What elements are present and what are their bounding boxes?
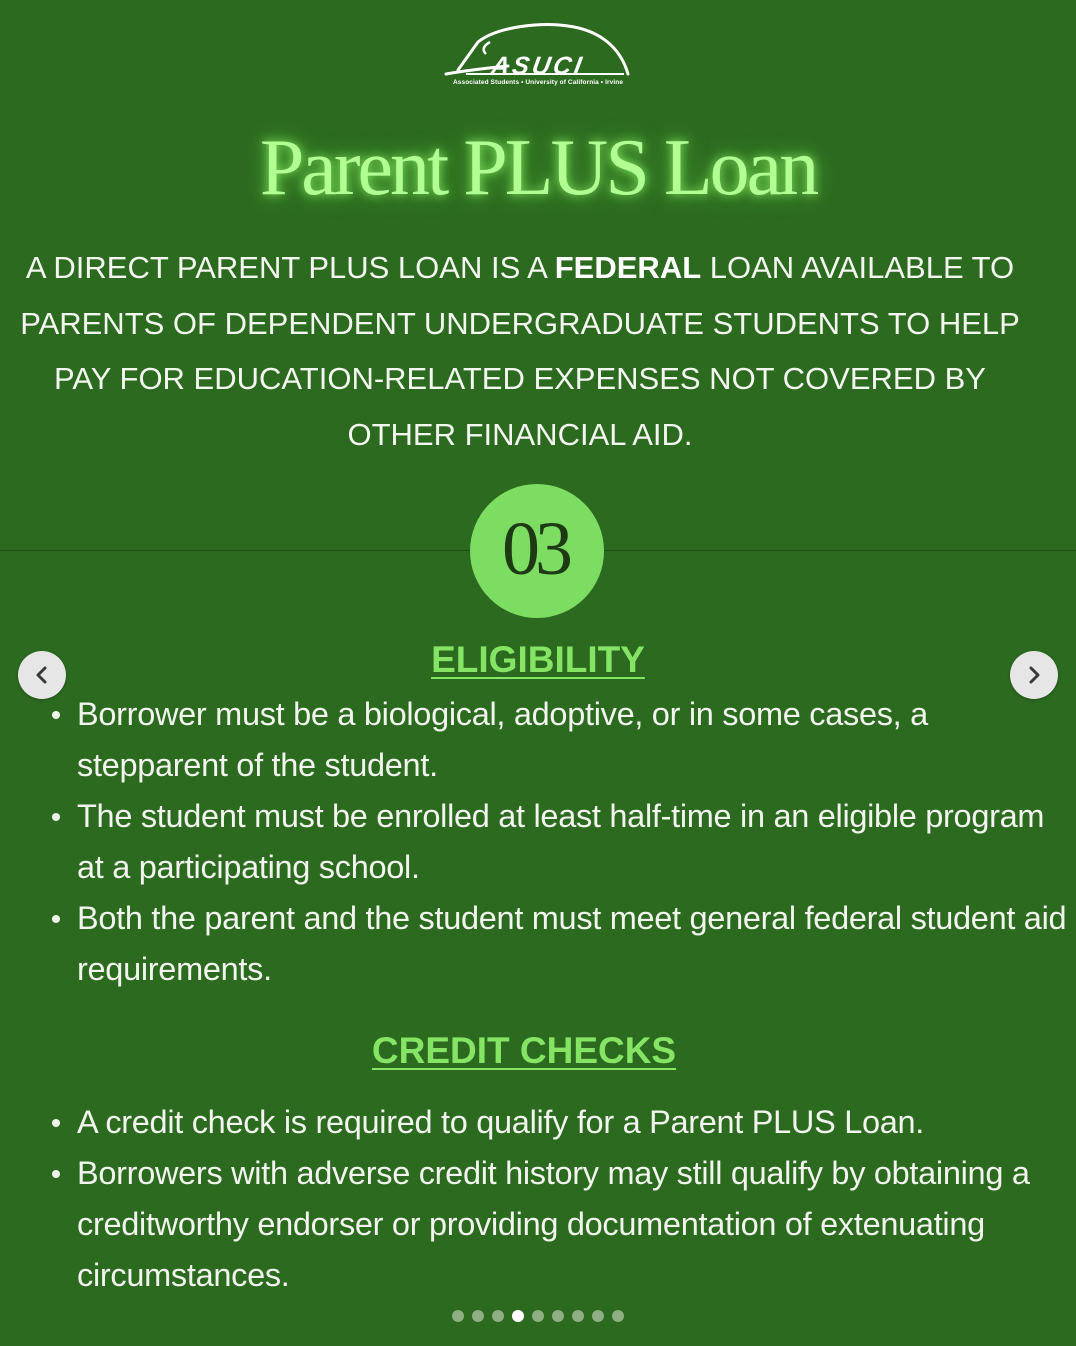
list-item <box>42 1097 1076 1148</box>
bullet-dot-icon <box>52 1170 60 1178</box>
pagination-dot[interactable] <box>512 1310 524 1322</box>
previous-slide-button[interactable] <box>18 651 66 699</box>
next-slide-button[interactable] <box>1010 651 1058 699</box>
list-item-text: Borrowers with adverse credit history may still qualify by obtaining a creditworthy endorser or providing documentation of extenuating circumstances. <box>77 1155 1030 1293</box>
chevron-right-icon <box>1022 663 1046 687</box>
eligibility-heading: ELIGIBILITY <box>431 639 645 680</box>
pagination-dot[interactable] <box>532 1310 544 1322</box>
list-item <box>42 893 1076 995</box>
step-number-badge <box>470 484 604 618</box>
step-number: 03 <box>502 506 568 591</box>
pagination-dot[interactable] <box>472 1310 484 1322</box>
logo-subtitle: Associated Students • University of California • Irvine <box>452 79 624 86</box>
asuci-logo <box>438 20 638 92</box>
asuci-logo-mark <box>438 20 638 82</box>
pagination-dot[interactable] <box>552 1310 564 1322</box>
list-item-text: Both the parent and the student must meet general federal student aid requirements. <box>77 900 1067 987</box>
pagination-dot[interactable] <box>452 1310 464 1322</box>
intro-text-end: LOAN AVAILABLE TO PARENTS OF DEPENDENT UNDERGRADUATE STUDENTS TO HELP PAY FOR EDUCATION-RELATED EXPENSES NOT COVERED BY OTHER FINANCIAL AID. <box>20 250 1020 452</box>
list-item <box>42 791 1076 893</box>
pagination-dot[interactable] <box>492 1310 504 1322</box>
bullet-dot-icon <box>52 711 60 719</box>
credit-checks-list <box>42 1097 1076 1301</box>
svg-text:ASUCI: ASUCI <box>489 52 587 80</box>
intro-emphasis: FEDERAL <box>554 250 702 285</box>
bullet-dot-icon <box>52 1119 60 1127</box>
chevron-left-icon <box>30 663 54 687</box>
intro-text-start: A DIRECT PARENT PLUS LOAN IS A <box>25 250 555 285</box>
list-item-text: Borrower must be a biological, adoptive, or in some cases, a stepparent of the student. <box>77 696 928 783</box>
intro-text <box>20 240 1020 462</box>
list-item <box>42 1148 1076 1301</box>
carousel-pagination <box>452 1310 624 1322</box>
list-item-text: The student must be enrolled at least half-time in an eligible program at a participating school. <box>77 798 1045 885</box>
pagination-dot[interactable] <box>572 1310 584 1322</box>
pagination-dot[interactable] <box>592 1310 604 1322</box>
bullet-dot-icon <box>52 813 60 821</box>
pagination-dot[interactable] <box>612 1310 624 1322</box>
page-title: Parent PLUS Loan <box>259 124 817 212</box>
credit-checks-heading: CREDIT CHECKS <box>371 1030 677 1071</box>
list-item-text: A credit check is required to qualify for a Parent PLUS Loan. <box>77 1104 925 1140</box>
eligibility-list <box>42 689 1076 995</box>
list-item <box>42 689 1076 791</box>
bullet-dot-icon <box>52 915 60 923</box>
